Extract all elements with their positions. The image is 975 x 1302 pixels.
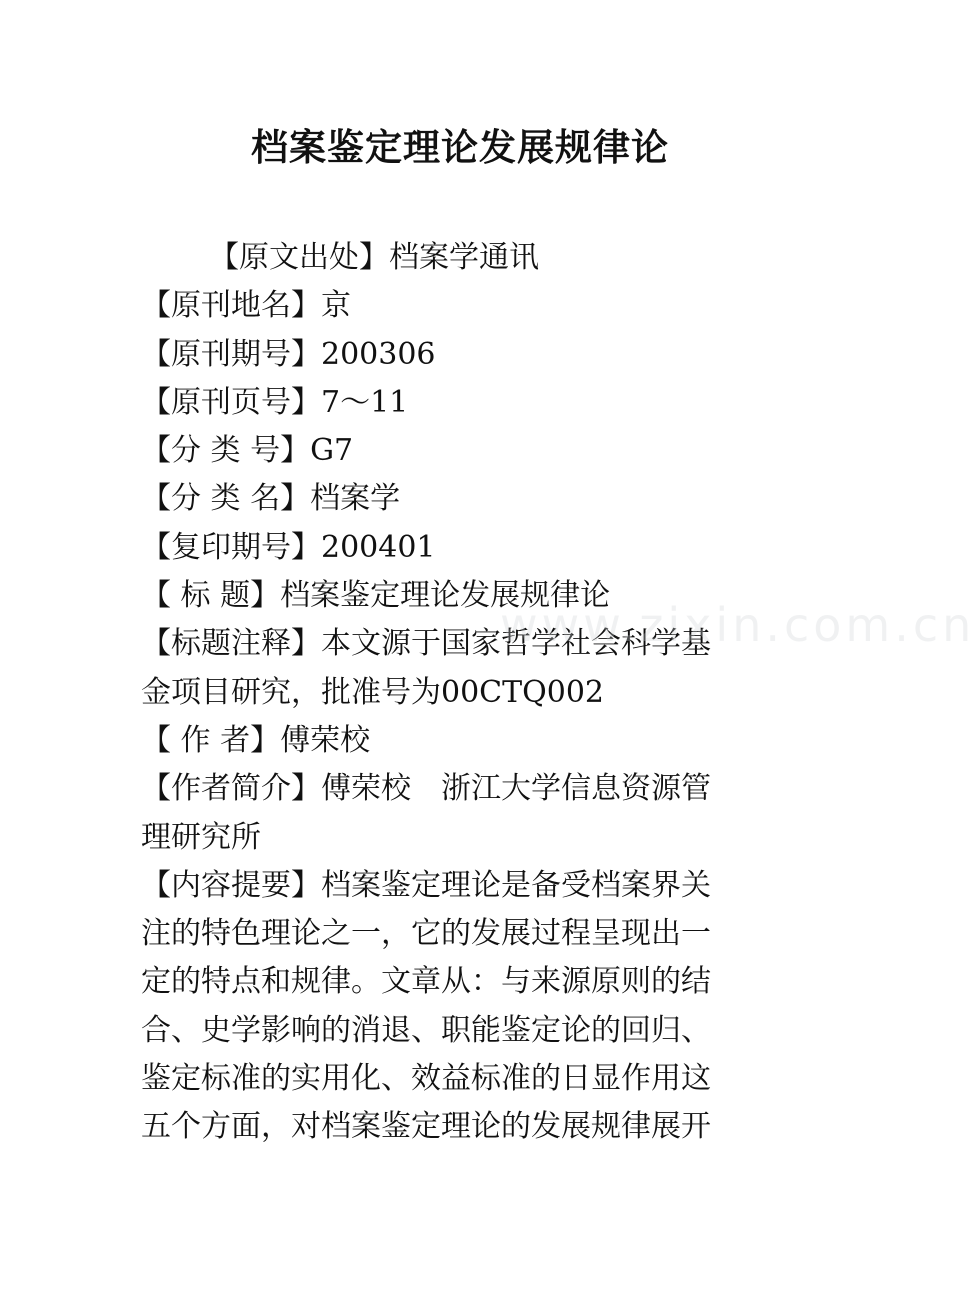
classification-name-line: 【分 类 名】档案学 [141,481,401,517]
abstract-line: 注的特色理论之一，它的发展过程呈现出一 [141,916,711,952]
author-bio-line: 【作者简介】傅荣校 浙江大学信息资源管 [141,771,711,807]
headline-line: 【 标 题】档案鉴定理论发展规律论 [141,578,611,614]
publication-place-line: 【原刊地名】京 [141,288,351,324]
watermark: www.zixin.com.cn [500,598,975,652]
title-note-continuation-line: 金项目研究，批准号为00CTQ002 [141,674,604,710]
author-line: 【 作 者】傅荣校 [141,722,371,758]
author-bio-continuation-line: 理研究所 [141,819,261,855]
reprint-issue-line: 【复印期号】200401 [141,529,436,565]
classification-number-line: 【分 类 号】G7 [141,433,354,469]
title-note-line: 【标题注释】本文源于国家哲学社会科学基 [141,626,711,662]
abstract-line: 鉴定标准的实用化、效益标准的日显作用这 [141,1061,711,1097]
page-range-line: 【原刊页号】7～11 [141,384,409,420]
source-line: 【原文出处】档案学通讯 [209,240,539,275]
abstract-line: 五个方面，对档案鉴定理论的发展规律展开 [141,1109,711,1145]
abstract-line: 【内容提要】档案鉴定理论是备受档案界关 [141,867,711,903]
abstract-line: 定的特点和规律。文章从：与来源原则的结 [141,964,711,1000]
document-title: 档案鉴定理论发展规律论 [251,126,669,169]
document-body [141,234,791,1152]
abstract-line: 合、史学影响的消退、职能鉴定论的回归、 [141,1012,711,1048]
issue-number-line: 【原刊期号】200306 [141,336,436,372]
